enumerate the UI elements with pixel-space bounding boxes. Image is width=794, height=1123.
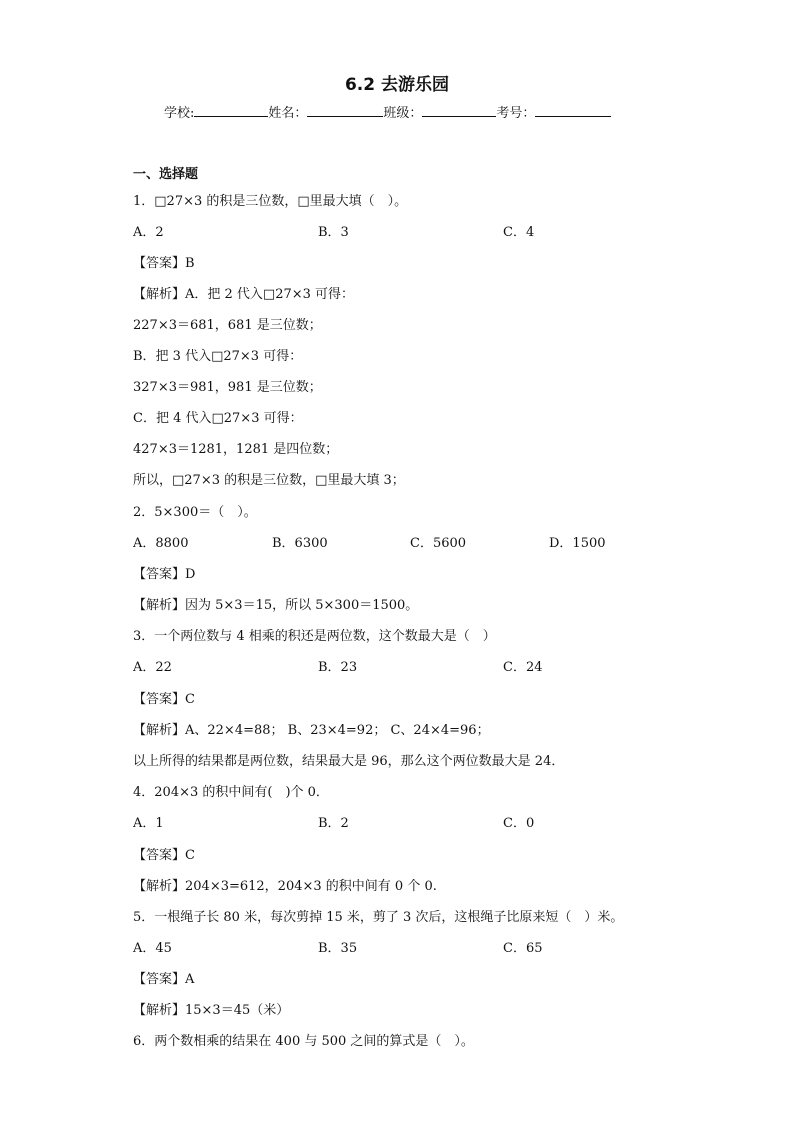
q1-option-a: A．2 bbox=[133, 225, 164, 240]
class-label: 班级： bbox=[383, 106, 423, 121]
question-5: 5．一根绳子长 80 米，每次剪掉 15 米，剪了 3 次后，这根绳子比原来短（ ）米。 bbox=[133, 910, 624, 925]
q5-option-c: C．65 bbox=[503, 941, 543, 956]
q3-analysis-line: 【解析】A、22×4=88； B、23×4=92； C、24×4=96； bbox=[133, 723, 490, 738]
q3-option-a: A．22 bbox=[133, 660, 172, 675]
q1-analysis-line: 【解析】A．把 2 代入□27×3 可得： bbox=[133, 287, 355, 302]
q1-option-b: B．3 bbox=[318, 225, 349, 240]
question-6: 6．两个数相乘的结果在 400 与 500 之间的算式是（ ）。 bbox=[133, 1034, 474, 1049]
q1-analysis-line: 227×3＝681，681 是三位数； bbox=[133, 318, 322, 333]
q2-option-b: B．6300 bbox=[272, 536, 328, 551]
q5-option-b: B．35 bbox=[318, 941, 358, 956]
q4-option-c: C．0 bbox=[503, 816, 535, 831]
section-heading: 一、选择题 bbox=[133, 167, 199, 182]
q3-answer: 【答案】C bbox=[133, 692, 195, 707]
class-blank[interactable] bbox=[422, 104, 496, 117]
question-1: 1．□27×3 的积是三位数，□里最大填（ ）。 bbox=[133, 194, 408, 209]
q1-analysis-line: 427×3＝1281，1281 是四位数； bbox=[133, 442, 339, 457]
q1-answer: 【答案】B bbox=[133, 256, 195, 271]
question-4: 4．204×3 的积中间有( )个 0． bbox=[133, 785, 329, 800]
q1-option-c: C．4 bbox=[503, 225, 535, 240]
document-title: 6.2 去游乐园 bbox=[344, 75, 450, 95]
q2-answer: 【答案】D bbox=[133, 567, 196, 582]
q3-analysis-line: 以上所得的结果都是两位数，结果最大是 96，那么这个两位数最大是 24． bbox=[133, 754, 565, 769]
q5-answer: 【答案】A bbox=[133, 972, 195, 987]
q2-option-d: D．1500 bbox=[549, 536, 606, 551]
question-2: 2．5×300＝（ ）。 bbox=[133, 505, 257, 520]
q4-option-b: B．2 bbox=[318, 816, 349, 831]
q4-option-a: A．1 bbox=[133, 816, 164, 831]
number-blank[interactable] bbox=[535, 104, 611, 117]
q1-analysis-line: 327×3＝981，981 是三位数； bbox=[133, 380, 322, 395]
student-info-row bbox=[164, 102, 611, 121]
question-3: 3．一个两位数与 4 相乘的积还是两位数，这个数最大是（ ） bbox=[133, 629, 496, 644]
q1-analysis-line: C．把 4 代入□27×3 可得： bbox=[133, 411, 303, 426]
q2-option-c: C．5600 bbox=[410, 536, 467, 551]
q5-analysis-line: 【解析】15×3＝45（米） bbox=[133, 1003, 290, 1018]
q1-analysis-line: 所以，□27×3 的积是三位数，□里最大填 3； bbox=[133, 473, 405, 488]
q3-option-c: C．24 bbox=[503, 660, 543, 675]
q4-analysis-line: 【解析】204×3=612，204×3 的积中间有 0 个 0. bbox=[133, 879, 437, 894]
q1-analysis-line: B．把 3 代入□27×3 可得： bbox=[133, 349, 303, 364]
q3-option-b: B．23 bbox=[318, 660, 358, 675]
name-blank[interactable] bbox=[307, 104, 383, 117]
number-label: 考号： bbox=[496, 106, 536, 121]
q5-option-a: A．45 bbox=[133, 941, 172, 956]
q2-analysis-line: 【解析】因为 5×3＝15，所以 5×300＝1500。 bbox=[133, 598, 419, 613]
school-blank[interactable] bbox=[194, 104, 268, 117]
school-label: 学校: bbox=[164, 106, 195, 121]
name-label: 姓名： bbox=[268, 106, 308, 121]
q2-option-a: A．8800 bbox=[133, 536, 189, 551]
q4-answer: 【答案】C bbox=[133, 848, 195, 863]
